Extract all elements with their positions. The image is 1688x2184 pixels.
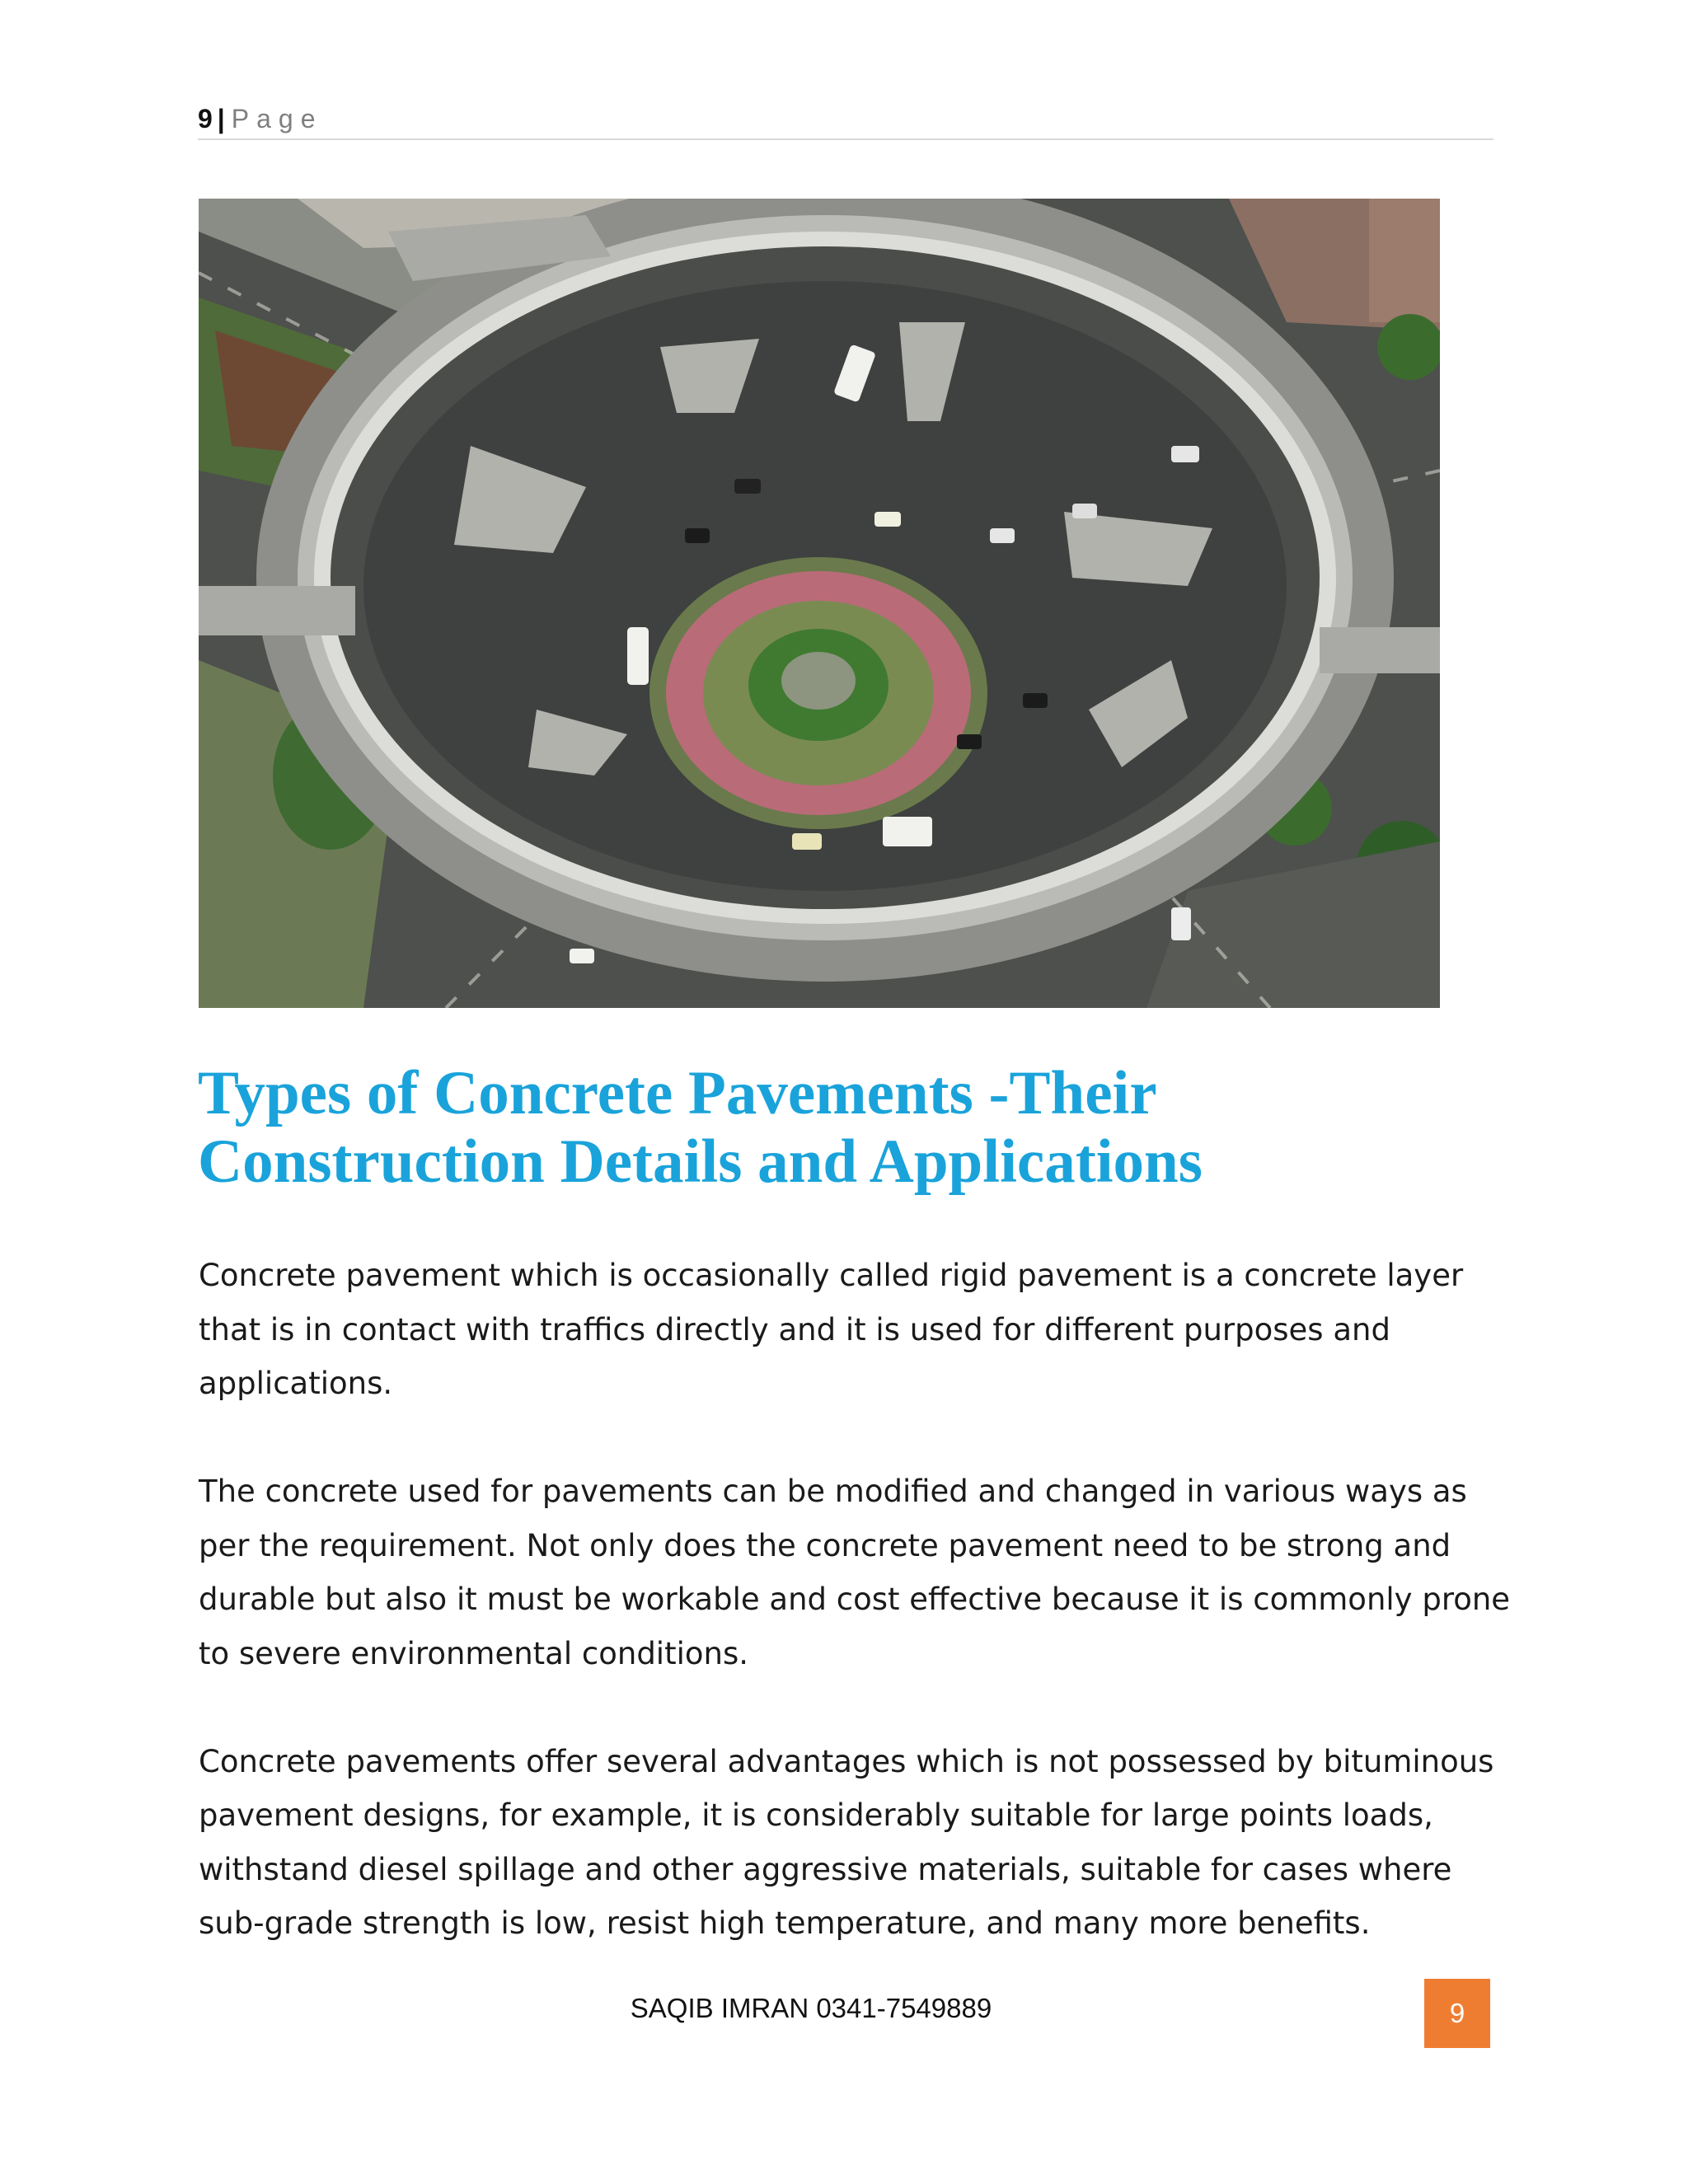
paragraph-1: Concrete pavement which is occasionally called rigid pavement is a concrete layer that is in contact with traffics directly and it is used for different purposes and applications. [199,1258,1464,1401]
footer-page-badge: 9 [1424,1979,1490,2048]
header-page-label: Page [231,104,323,134]
footer-author: SAQIB IMRAN 0341-7549889 [630,1993,992,2023]
paragraph-2: The concrete used for pavements can be modified and changed in various ways as per the requirement. Not only does the concrete pavement need to be strong and durable but also it must be workable and cost effective because it is commonly prone to severe environmental conditions. [199,1474,1511,1671]
header-page-number: 9 [198,104,213,134]
article-title [198,1059,1484,1196]
article-title-line-2: Construction Details and Applications [198,1127,1203,1196]
header-separator: | [217,104,225,134]
page-header [198,97,1493,140]
article-title-line-1: Types of Concrete Pavements -Their [198,1059,1157,1127]
paragraph-3: Concrete pavements offer several advantages which is not possessed by bituminous pavement designs, for example, it is considerably suitable for large points loads, withstand diesel spillage and other aggressive materials, suitable for cases where sub-grade strength is low, resist high temperature, and many more benefits. [199,1743,1494,1941]
roundabout-photo [199,199,1440,1008]
article-body [199,1249,1517,2004]
